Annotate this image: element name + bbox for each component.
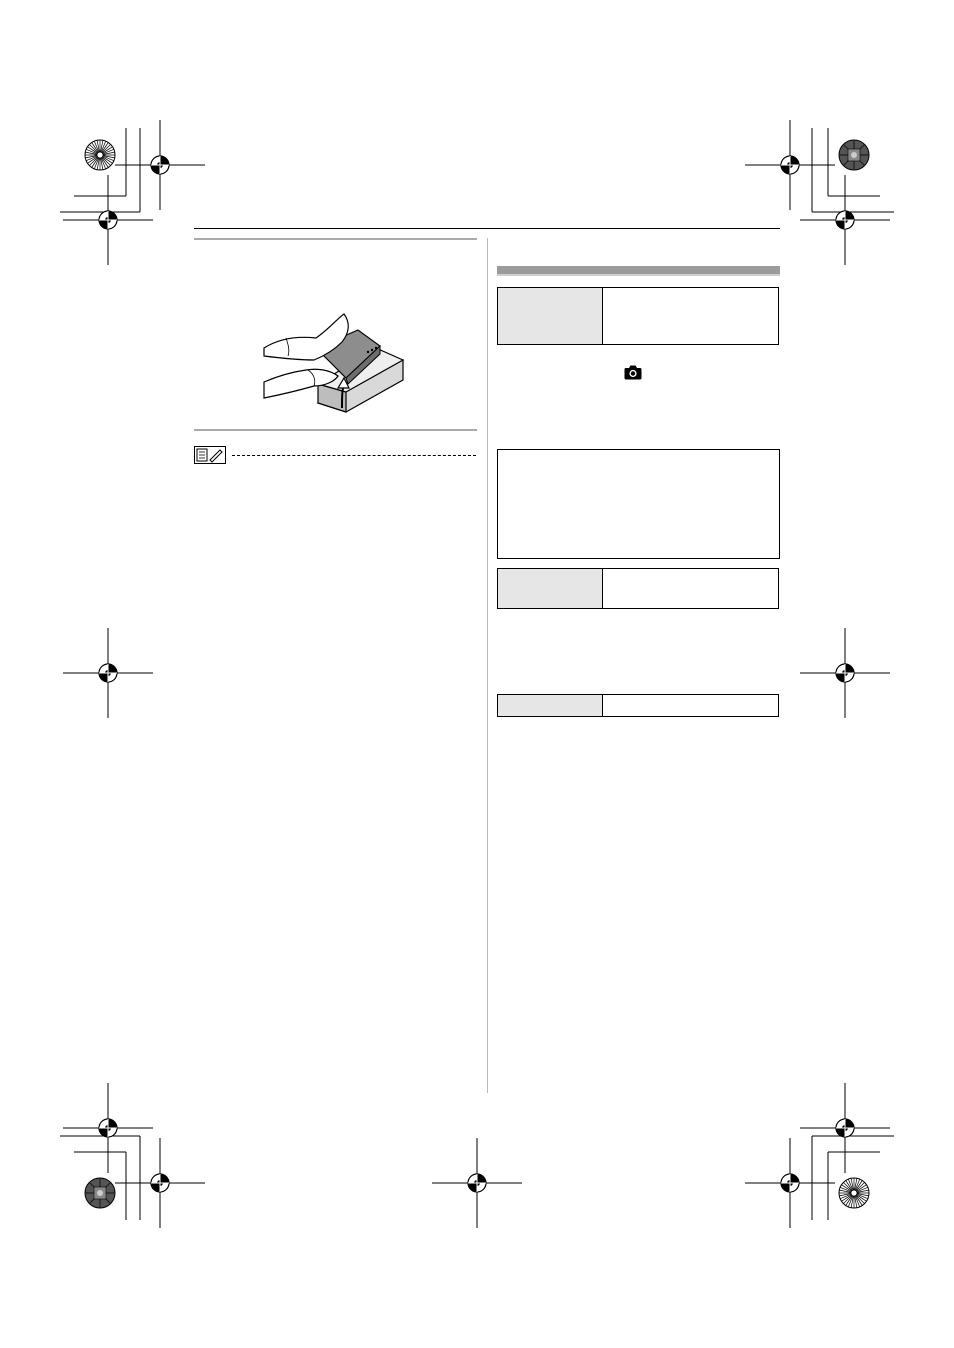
table-row-label [498, 569, 603, 608]
camera-icon [624, 365, 642, 380]
illustration-top-rule [194, 238, 477, 240]
note-pencil-icon [194, 446, 226, 464]
table-row [497, 568, 779, 609]
table-row-value [603, 288, 778, 344]
table-row [497, 694, 779, 717]
battery-charger-illustration [258, 308, 408, 418]
section-header-bar [497, 266, 780, 274]
table-row-label [498, 288, 603, 344]
note-dashed-divider [232, 455, 476, 456]
column-divider [487, 238, 488, 1093]
table-row-value [603, 569, 778, 608]
table-row-value [603, 695, 778, 716]
table-row-label [498, 695, 603, 716]
header-rule [194, 228, 780, 229]
info-box [497, 449, 780, 559]
section-header-underline [497, 274, 780, 276]
table-row [497, 287, 779, 345]
illustration-bottom-rule [194, 429, 477, 431]
